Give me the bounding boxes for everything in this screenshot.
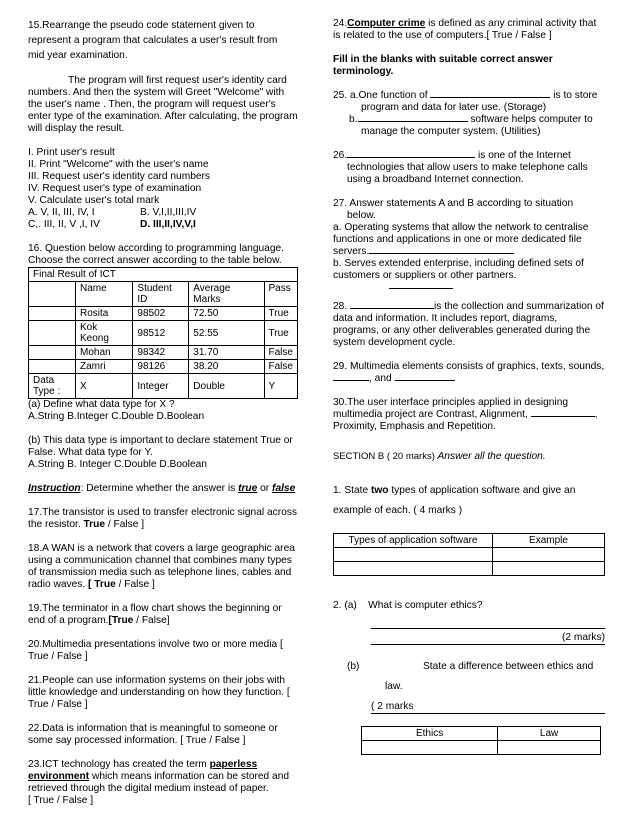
table-cell: 72.50 [189, 307, 264, 321]
question-29: 29. Multimedia elements consists of graphics, texts, sounds, , and [333, 361, 605, 384]
table-row [29, 360, 298, 374]
question-20: 20.Multimedia presentations involve two or more media [ True / False ] [28, 639, 283, 662]
q27-statement-b: b. Serves extended enterprise, including defined sets of customers or suppliers or other partners. [333, 258, 584, 281]
question-18: 18.A WAN is a network that covers a large geographic area using a communication channel that combines many types of transmission media such as telephone lines, cables and radio waves. [ True / False ] [28, 543, 295, 590]
left-column [28, 18, 298, 807]
table-header: Student ID [133, 282, 189, 307]
right-column [333, 18, 605, 755]
question-21: 21.People can use information systems on their jobs with little knowledge and understanding on how they function. [ True / False ] [28, 675, 290, 710]
q15-option-b: B. V,I,II,III,IV [140, 207, 197, 218]
table-row [29, 307, 298, 321]
q15-option-c: C,. III, II, V ,I, IV [28, 219, 100, 230]
question-25a: 25. a.One function of is to store [333, 90, 598, 101]
q15-step: V. Calculate user's total mark [28, 195, 160, 206]
table-row [29, 346, 298, 360]
question-26: 26. is one of the Internet [333, 150, 571, 161]
section-b-question-2a: 2. (a) What is computer ethics? [333, 600, 483, 611]
table-header: Name [76, 282, 133, 307]
q15-step: II. Print "Welcome" with the user's name [28, 159, 209, 170]
table-cell: Mohan [76, 346, 133, 360]
q16-line: Choose the correct answer according to the table below. [28, 255, 282, 266]
ethics-law-table [361, 726, 601, 755]
fill-heading: Fill in the blanks with suitable correct answer terminology. [333, 54, 553, 77]
table-cell: Kok Keong [76, 321, 133, 346]
q27-line1: 27. Answer statements A and B according to situation [333, 198, 574, 209]
table-cell: 31.70 [189, 346, 264, 360]
q25b-line2: manage the computer system. (Utilities) [361, 126, 541, 137]
q16a-question: (a) Define what data type for X ? [28, 399, 175, 410]
table-cell: False [264, 360, 297, 374]
q27-statement-a: a. Operating systems that allow the network to centralise functions and applications in one or more dedicated file servers. [333, 222, 589, 257]
application-software-table [333, 533, 605, 576]
question-24: 24.Computer crime is defined as any criminal activity that is related to the use of computers.[ True / False ] [333, 18, 597, 41]
section-b-question-2b: (b) State a difference between ethics and law. [347, 661, 594, 692]
q15-steps [28, 147, 298, 207]
table-cell: 98512 [133, 321, 189, 346]
table-header: Types of application software [334, 534, 493, 548]
table-cell: 98342 [133, 346, 189, 360]
q26-rest: technologies that allow users to make telephone calls using a broadband Internet connection. [347, 162, 588, 185]
section-b-heading: SECTION B ( 20 marks) Answer all the question. [333, 451, 546, 462]
q15-title-line: represent a program that calculates a user's result from [28, 35, 278, 46]
q23-tf: [ True / False ] [28, 795, 94, 806]
table-cell: 38.20 [189, 360, 264, 374]
question-15 [28, 18, 298, 63]
answer-line [371, 612, 605, 629]
q16a-options: A.String B.Integer C.Double D.Boolean [28, 411, 205, 422]
q15-option-a: A. V, II, III, IV, I [28, 207, 95, 218]
table-row [334, 548, 605, 562]
question-22: 22.Data is information that is meaningful to someone or some say processed information. [ True / False ] [28, 723, 278, 746]
q15-title-line: 15.Rearrange the pseudo code statement given to [28, 20, 255, 31]
table-cell: True [264, 321, 297, 346]
table-cell: True [264, 307, 297, 321]
question-28: 28. is the collection and summarization of data and information. It includes report, diagrams, programs, or any other deliverables generated during the system development cycle. [333, 301, 604, 348]
table-cell: False [264, 346, 297, 360]
table-header: Example [493, 534, 605, 548]
q15-options-row2 [28, 219, 298, 231]
question-17: 17.The transistor is used to transfer electronic signal across the resistor. True / False ] [28, 507, 297, 530]
table-cell: X [76, 374, 133, 399]
q16b-options: A.String B. Integer C.Double D.Boolean [28, 459, 207, 470]
q15-paragraph: The program will first request user's identity card numbers. And then the system will Greet "Welcome" with the user's name . Then, the program will request user's enter type of the examination. After calculating, the program will display the result. [28, 75, 298, 134]
question-25b: b. software helps computer to [349, 114, 593, 125]
table-header: Law [498, 727, 601, 741]
question-30: 30.The user interface principles applied in designing multimedia project are Contrast, Alignment, , Proximity, Emphasis and Repetition. [333, 397, 598, 432]
table-caption: Final Result of ICT [29, 268, 298, 282]
table-cell: 52.55 [189, 321, 264, 346]
table-header: Ethics [362, 727, 498, 741]
table-row [29, 321, 298, 346]
q27-answer-line [389, 282, 453, 289]
instruction: Instruction: Determine whether the answer is true or false [28, 483, 296, 494]
table-header: Pass [264, 282, 297, 307]
q15-step: IV. Request user's type of examination [28, 183, 202, 194]
table-header: Average Marks [189, 282, 264, 307]
q16b-question: (b) This data type is important to declare statement True or False. What data type for Y. [28, 435, 293, 458]
table-cell: Data Type : [29, 374, 76, 399]
q15-step: I. Print user's result [28, 147, 115, 158]
table-row [334, 562, 605, 576]
table-type-row [29, 374, 298, 399]
q27-line2: below. [347, 210, 376, 221]
table-cell: 98502 [133, 307, 189, 321]
q15-option-d: D. III,II,IV,V,I [140, 219, 196, 230]
q15-title-line: mid year examination. [28, 50, 128, 61]
q16-line: 16. Question below according to programming language. [28, 243, 284, 254]
q25a-line2: program and data for later use. (Storage) [361, 102, 547, 113]
table-row [362, 741, 601, 755]
table-cell: Rosita [76, 307, 133, 321]
table-cell: Integer [133, 374, 189, 399]
instruction-label: Instruction [28, 483, 81, 494]
table-cell: Double [189, 374, 264, 399]
results-table [28, 267, 298, 399]
q15-options-row1 [28, 207, 298, 219]
answer-line: (2 marks) [371, 629, 605, 645]
question-23: 23.ICT technology has created the term paperless environment which means information can be stored and retrieved through the digital medium instead of paper. [28, 759, 290, 794]
section-b-question-1: 1. State two types of application software and give an example of each. ( 4 marks ) [333, 485, 576, 516]
table-cell: 98126 [133, 360, 189, 374]
table-cell: Y [264, 374, 297, 399]
answer-line: ( 2 marks [371, 697, 605, 714]
table-header-row [29, 282, 298, 307]
q15-step: III. Request user's identity card numbers [28, 171, 211, 182]
question-19: 19.The terminator in a flow chart shows the beginning or end of a program.[True / False] [28, 603, 282, 626]
table-cell: Zamri [76, 360, 133, 374]
